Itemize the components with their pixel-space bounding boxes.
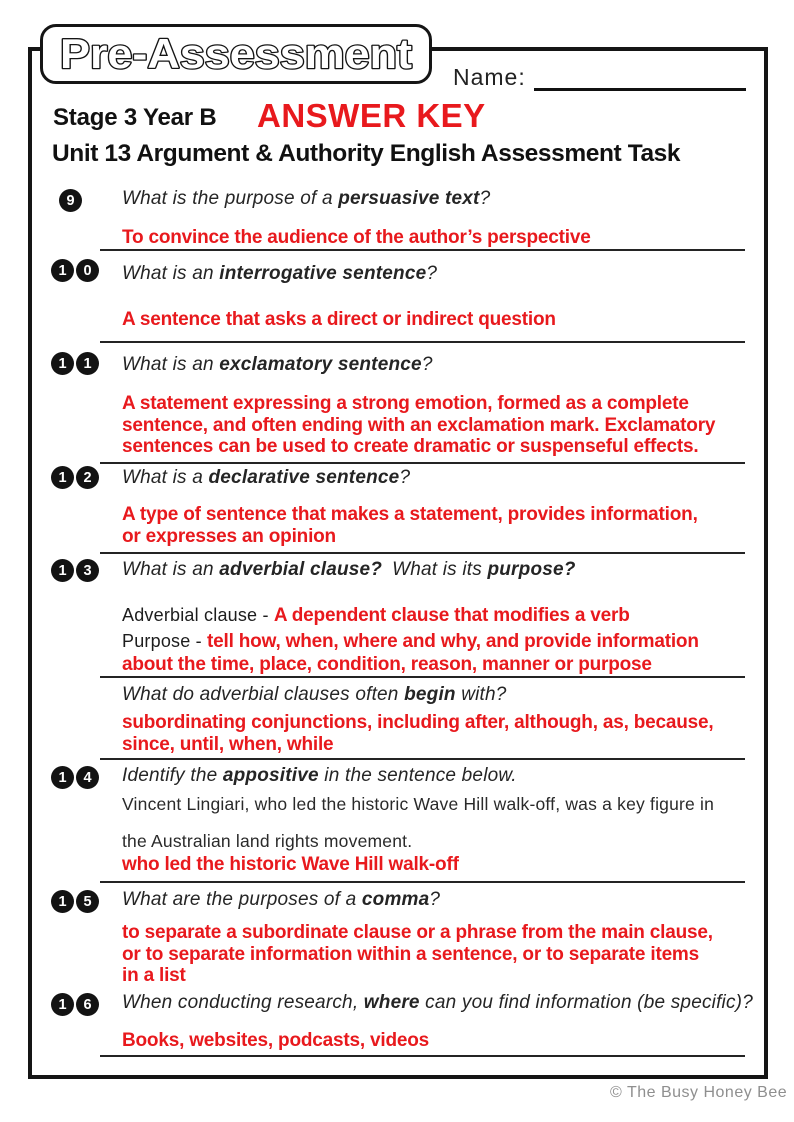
question-text-15 <box>122 889 440 911</box>
definition-label: Purpose - <box>122 631 208 651</box>
digit-badge: 5 <box>76 890 99 913</box>
digit-badge: 4 <box>76 766 99 789</box>
pre-assessment-banner <box>40 24 432 84</box>
question-segment: What is an <box>122 559 220 580</box>
name-label: Name: <box>453 64 526 90</box>
question-segment: What is the purpose of a <box>122 188 339 209</box>
answer-line: in a list <box>122 965 186 986</box>
answer-line: or expresses an opinion <box>122 525 336 547</box>
stage-title: Stage 3 Year B <box>53 104 217 131</box>
banner-title: Pre-Assessment <box>60 30 413 77</box>
question-number-16 <box>51 993 99 1016</box>
definition-line-purpose <box>122 630 699 676</box>
question-text-14 <box>122 765 517 787</box>
question-number-13 <box>51 559 99 582</box>
stimulus-line: Vincent Lingiari, who led the historic Wave Hill walk-off, was a key figure in <box>122 794 715 814</box>
digit-badge: 3 <box>76 559 99 582</box>
digit-badge: 9 <box>59 189 82 212</box>
divider-rule <box>100 881 745 883</box>
digit-badge: 1 <box>51 766 74 789</box>
question-segment: ? <box>429 889 441 910</box>
answer-line: since, until, when, while <box>122 734 334 755</box>
question-number-10 <box>51 259 99 282</box>
answer-text-10: A sentence that asks a direct or indirect question <box>122 309 556 330</box>
name-row <box>453 64 746 91</box>
digit-badge: 1 <box>51 993 74 1016</box>
answer-line: sentence, and often ending with an exclamation mark. Exclamatory <box>122 414 716 436</box>
digit-badge: 1 <box>51 352 74 375</box>
answer-key-label: ANSWER KEY <box>257 97 486 134</box>
digit-badge: 1 <box>51 259 74 282</box>
divider-rule <box>100 1055 745 1057</box>
question-text-9 <box>122 188 490 210</box>
question-segment-bold: declarative sentence <box>208 467 400 488</box>
question-segment: When conducting research, <box>122 992 364 1013</box>
digit-badge: 1 <box>76 352 99 375</box>
question-number-11 <box>51 352 99 375</box>
question-segment-bold: persuasive text <box>338 188 480 209</box>
question-text-16 <box>122 992 753 1014</box>
question-segment: What are the purposes of a <box>122 889 362 910</box>
question-segment-bold: purpose? <box>487 559 576 580</box>
definition-label: Adverbial clause - <box>122 605 274 625</box>
question-number-15 <box>51 890 99 913</box>
digit-badge: 1 <box>51 466 74 489</box>
digit-badge: 0 <box>76 259 99 282</box>
name-blank-line[interactable] <box>534 65 746 91</box>
answer-line: subordinating conjunctions, including after, although, as, because, <box>122 712 714 733</box>
stimulus-sentence <box>122 786 714 860</box>
stimulus-line: the Australian land rights movement. <box>122 831 413 851</box>
question-segment: ? <box>479 188 491 209</box>
definition-answer: tell how, when, where and why, and provide information <box>207 631 699 652</box>
question-number-12 <box>51 466 99 489</box>
answer-text-14: who led the historic Wave Hill walk-off <box>122 854 459 875</box>
question-segment: with? <box>455 684 507 705</box>
question-segment-bold: where <box>363 992 420 1013</box>
question-text-13b <box>122 684 507 706</box>
question-segment: can you find information (be specific)? <box>419 992 753 1013</box>
question-number-9 <box>59 189 82 212</box>
question-segment: ? <box>399 467 411 488</box>
definition-first-line <box>122 630 699 653</box>
divider-rule <box>100 758 745 760</box>
divider-rule <box>100 249 745 251</box>
banner-bubble-text <box>48 27 424 81</box>
answer-text-16: Books, websites, podcasts, videos <box>122 1030 430 1051</box>
question-text-11 <box>122 354 433 376</box>
question-segment-bold: interrogative sentence <box>219 263 427 284</box>
answer-line: sentences can be used to create dramatic or suspenseful effects. <box>122 436 699 457</box>
question-segment-bold: adverbial clause? <box>219 559 383 580</box>
answer-line: to separate a subordinate clause or a phrase from the main clause, <box>122 922 713 943</box>
question-segment-bold: exclamatory sentence <box>219 354 422 375</box>
digit-badge: 1 <box>51 890 74 913</box>
digit-badge: 2 <box>76 466 99 489</box>
question-text-13 <box>122 559 576 581</box>
question-text-10 <box>122 263 437 285</box>
question-segment-bold: begin <box>404 684 456 705</box>
unit-title: Unit 13 Argument & Authority English Assessment Task <box>52 140 681 167</box>
question-text-12 <box>122 467 410 489</box>
question-number-14 <box>51 766 99 789</box>
copyright-credit: © The Busy Honey Bee <box>610 1084 788 1101</box>
question-segment: What is a <box>122 467 209 488</box>
answer-line: A type of sentence that makes a statement, provides information, <box>122 504 698 525</box>
question-segment: Identify the <box>122 765 223 786</box>
answer-text-15 <box>122 922 713 987</box>
answer-text-13b <box>122 712 714 756</box>
question-segment: in the sentence below. <box>318 765 517 786</box>
divider-rule <box>100 552 745 554</box>
question-segment: ? <box>426 263 438 284</box>
divider-rule <box>100 462 745 464</box>
answer-text-11 <box>122 393 715 458</box>
definition-answer: A dependent clause that modifies a verb <box>273 605 630 626</box>
question-segment: What do adverbial clauses often <box>122 684 405 705</box>
question-segment-bold: comma <box>361 889 430 910</box>
digit-badge: 6 <box>76 993 99 1016</box>
answer-line: A statement expressing a strong emotion, formed as a complete <box>122 393 689 414</box>
definition-answer: about the time, place, condition, reason, manner or purpose <box>122 654 652 675</box>
question-segment-bold: appositive <box>222 765 319 786</box>
question-segment: What is an <box>122 263 220 284</box>
answer-line: or to separate information within a sentence, or to separate items <box>122 943 699 965</box>
divider-rule <box>100 676 745 678</box>
question-segment: What is an <box>122 354 220 375</box>
digit-badge: 1 <box>51 559 74 582</box>
question-segment: ? <box>421 354 433 375</box>
answer-text-12 <box>122 504 698 547</box>
question-segment: What is its <box>392 559 488 580</box>
answer-text-9: To convince the audience of the author’s perspective <box>122 227 591 248</box>
definition-line-adverbial <box>122 604 630 627</box>
divider-rule <box>100 341 745 343</box>
